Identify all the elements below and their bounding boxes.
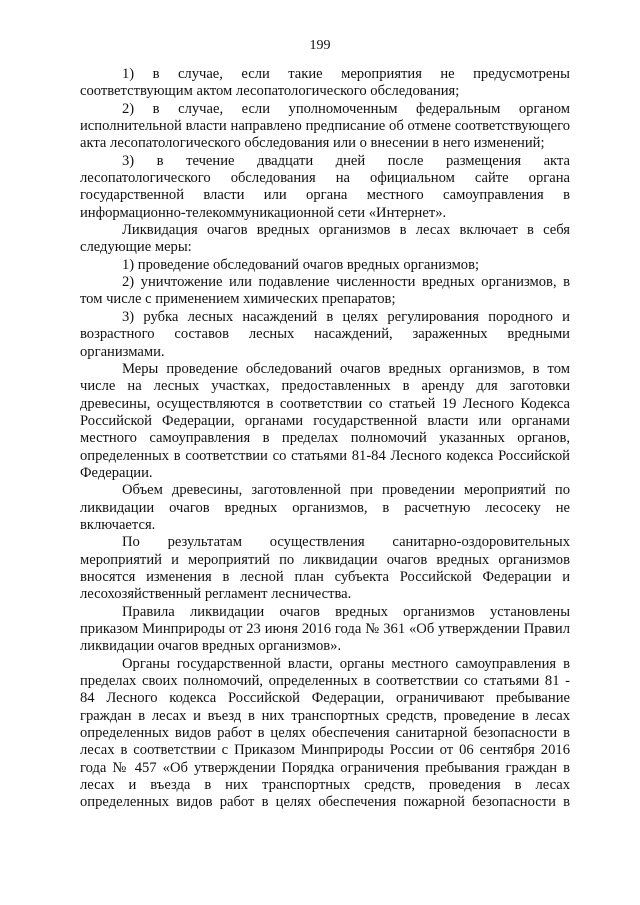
paragraph-measure-2: 2) уничтожение или подавление численности вредных организмов, в том числе с применением химических препаратов; (80, 274, 570, 308)
paragraph-forest-plan-changes: По результатам осуществления санитарно-оздоровительных мероприятий и мероприятий по ликвидации очагов вредных организмов вносятся изменения в лесной план субъекта Российской Федерации и лесохозяйственный регламент лесничества. (80, 534, 570, 603)
paragraph-survey-measures: Меры проведение обследований очагов вредных организмов, в том числе на лесных участках, предоставленных в аренду для заготовки древесины, осуществляются в соответствии со статьей 19 Лесного Кодекса Российской Федерации, органами государственной власти или органами местного самоуправления в пределах полномочий указанных органов, определенных в соответствии со статьями 81-84 Лесного кодекса Российской Федерации. (80, 360, 570, 481)
paragraph-measure-3: 3) рубка лесных насаждений в целях регулирования породного и возрастного составов лесных насаждений, зараженных вредными организмами. (80, 308, 570, 360)
document-body (80, 66, 570, 812)
paragraph-liquidation-measures: Ликвидация очагов вредных организмов в лесах включает в себя следующие меры: (80, 222, 570, 256)
paragraph-case-2: 2) в случае, если уполномоченным федеральным органом исполнительной власти направлено предписание об отмене соответствующего акта лесопатологического обследования или о внесении в него изменений; (80, 100, 570, 152)
paragraph-case-1: 1) в случае, если такие мероприятия не предусмотрены соответствующим актом лесопатологического обследования; (80, 66, 570, 100)
paragraph-liquidation-rules: Правила ликвидации очагов вредных организмов установлены приказом Минприроды от 23 июня 2016 года № 361 «Об утверждении Правил ликвидации очагов вредных организмов». (80, 603, 570, 655)
paragraph-access-restrictions: Органы государственной власти, органы местного самоуправления в пределах своих полномочий, определенных в соответствии со статьями 81 - 84 Лесного кодекса Российской Федерации, ограничивают пребывание граждан в лесах и въезд в них транспортных средств, проведение в лесах определенных видов работ в целях обеспечения санитарной безопасности в лесах в соответствии с Приказом Минприроды России от 06 сентября 2016 года № 457 «Об утверждении Порядка ограничения пребывания граждан в лесах и въезда в них транспортных средств, проведения в лесах определенных видов работ в целях обеспечения пожарной безопасности в (80, 655, 570, 811)
paragraph-measure-1: 1) проведение обследований очагов вредных организмов; (122, 256, 480, 273)
paragraph-case-3: 3) в течение двадцати дней после размещения акта лесопатологического обследования на официальном сайте органа государственной власти или органа местного самоуправления в информационно-телекоммуникационной сети «Интернет». (80, 152, 570, 221)
page-number: 199 (309, 38, 331, 53)
paragraph-timber-volume: Объем древесины, заготовленной при проведении мероприятий по ликвидации очагов вредных организмов, в расчетную лесосеку не включается. (80, 482, 570, 533)
